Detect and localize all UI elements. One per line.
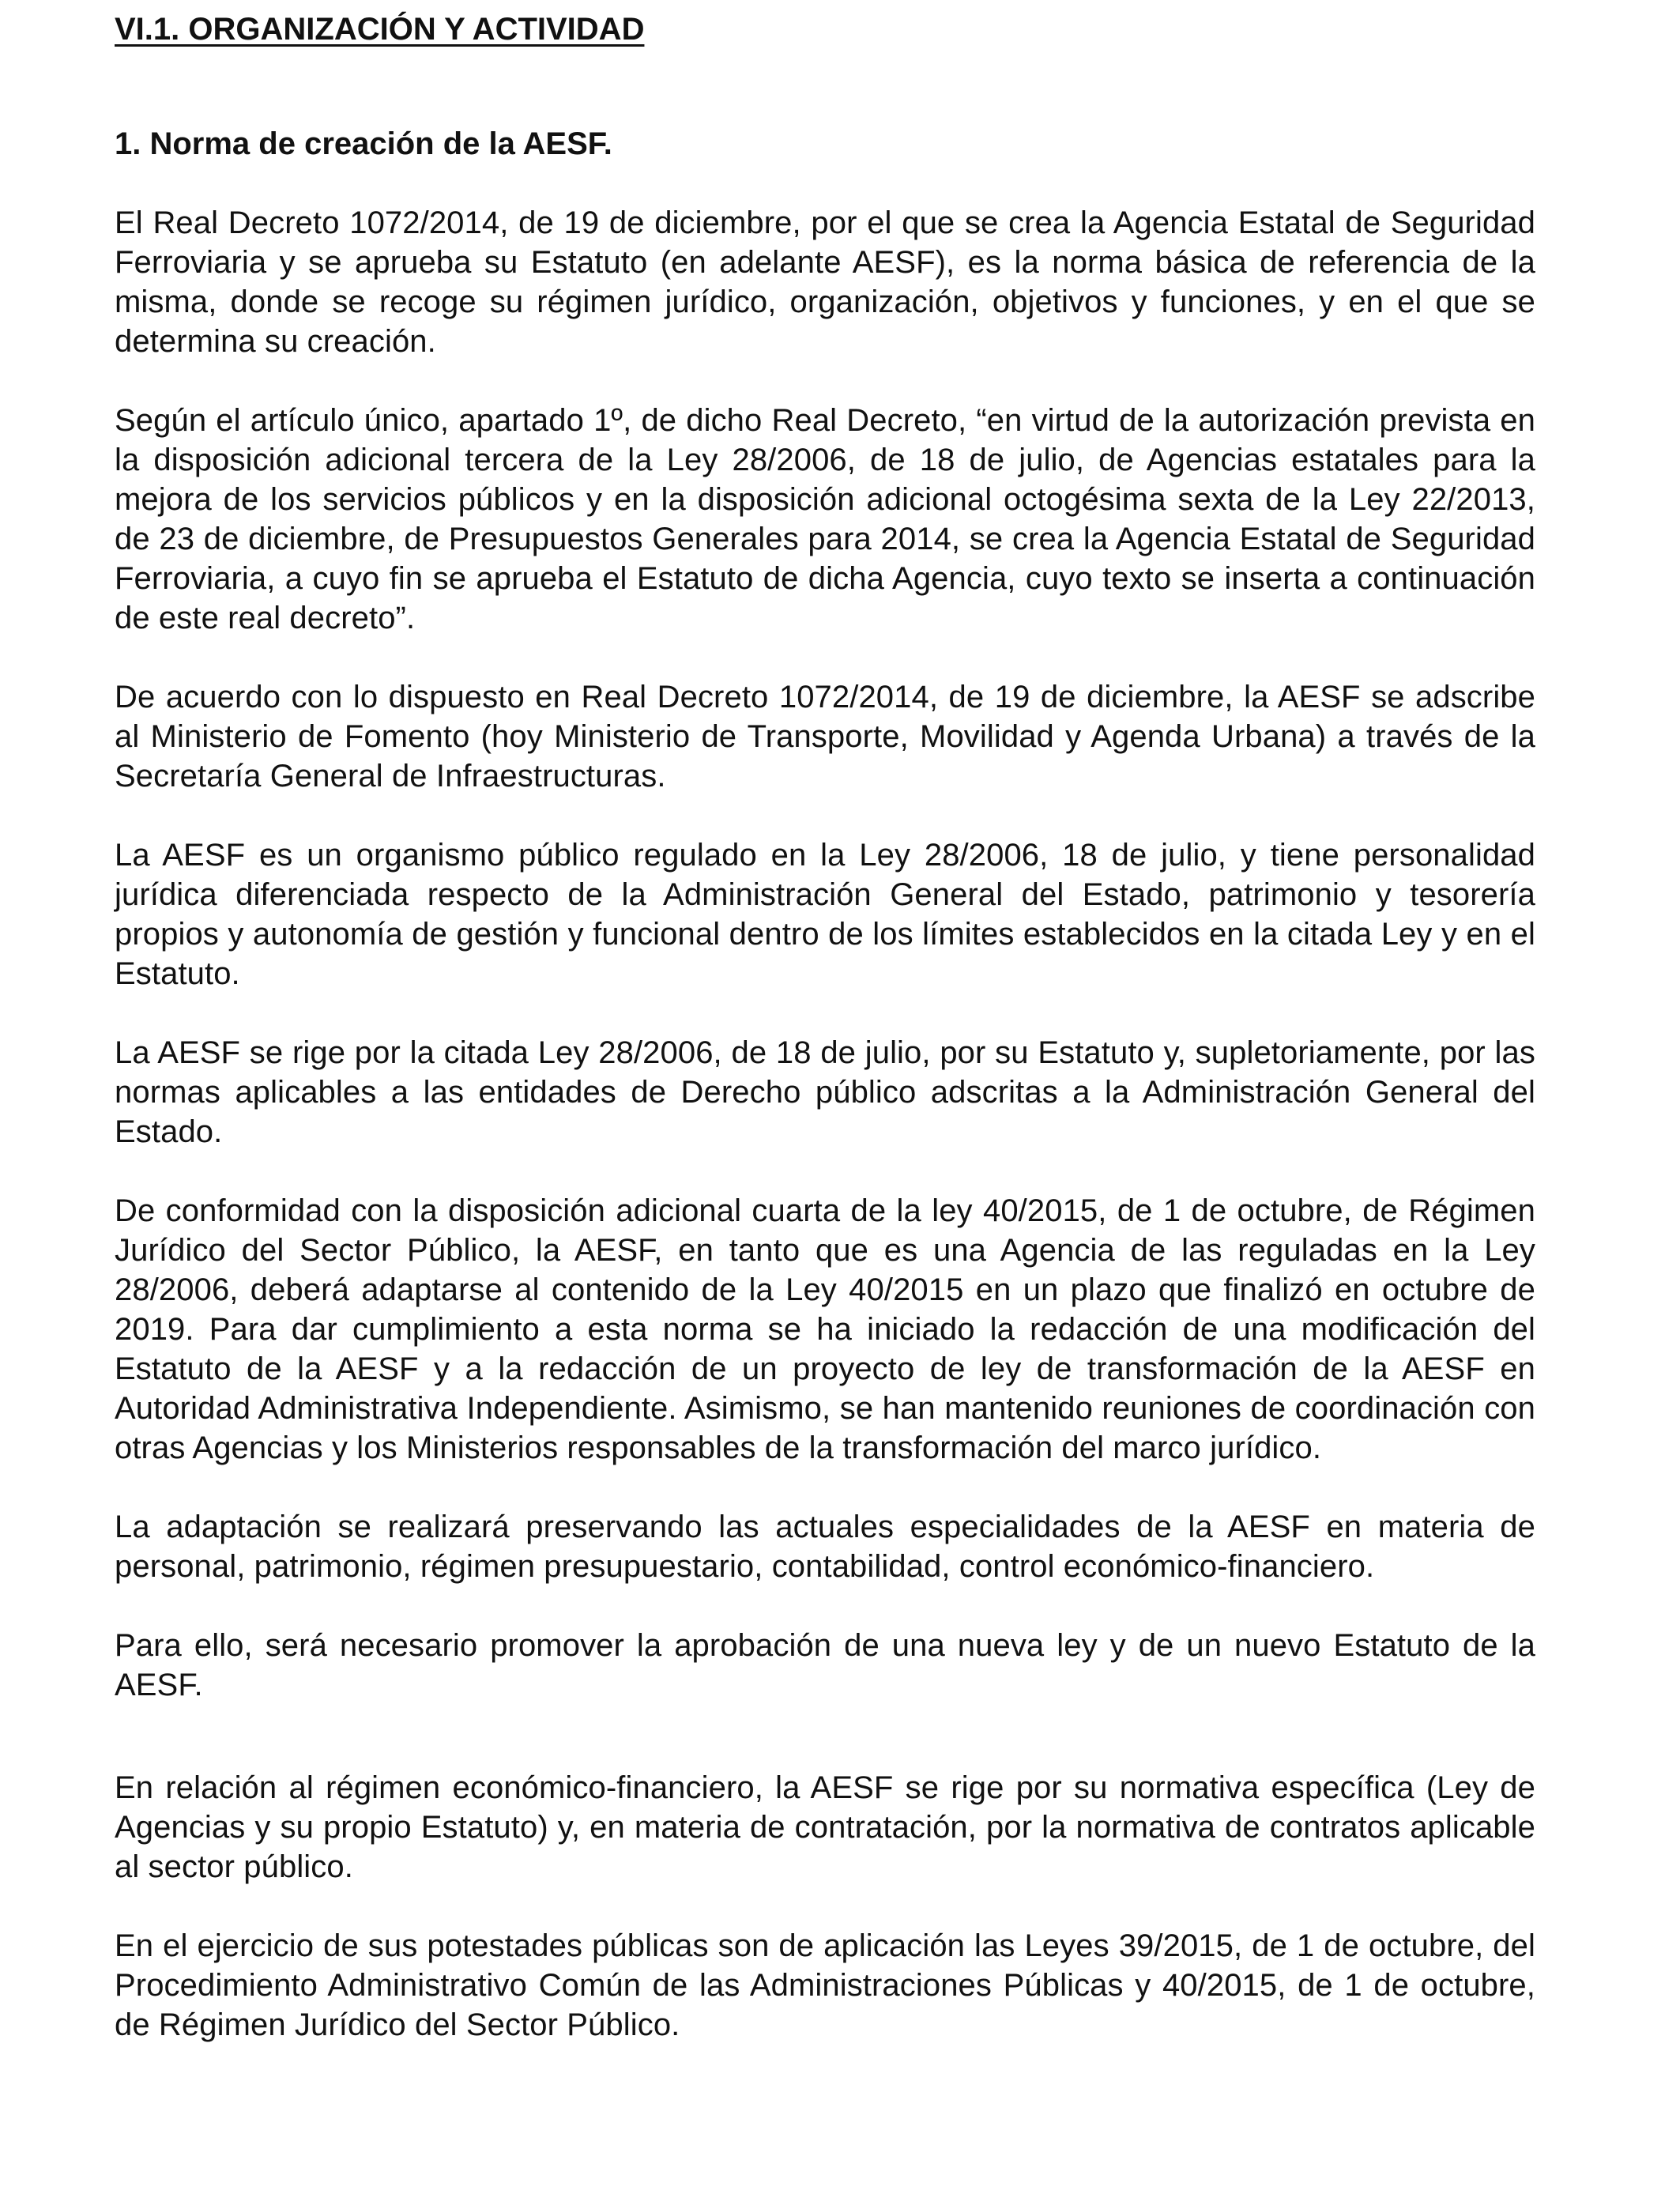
paragraph-adaptation-specialties: La adaptación se realizará preservando las actuales especialidades de la AESF en materia de personal, patrimonio, régimen presupuestario, contabilidad, control económico-financiero. [115, 1510, 1535, 1584]
document-page [115, 8, 1535, 2045]
paragraph-governing-law: La AESF se rige por la citada Ley 28/2006, de 18 de julio, por su Estatuto y, supletoriamente, por las normas aplicables a las entidades de Derecho público adscritas a la Administración General del Estado. [115, 1035, 1535, 1149]
section-title: VI.1. ORGANIZACIÓN Y ACTIVIDAD [115, 12, 645, 47]
paragraph-new-law-statute: Para ello, será necesario promover la aprobación de una nueva ley y de un nuevo Estatuto de la AESF. [115, 1628, 1535, 1702]
paragraph-article-unico: Según el artículo único, apartado 1º, de dicho Real Decreto, “en virtud de la autorización prevista en la disposición adicional tercera de la Ley 28/2006, de 18 de julio, de Agencias estatales para la mejora de los servicios públicos y en la disposición adicional octogésima sexta de la Ley 22/2013, de 23 de diciembre, de Presupuestos Generales para 2014, se crea la Agencia Estatal de Seguridad Ferroviaria, a cuyo fin se aprueba el Estatuto de dicha Agencia, cuyo texto se inserta a continuación de este real decreto”. [115, 403, 1535, 635]
paragraph-ministry-assignment: De acuerdo con lo dispuesto en Real Decreto 1072/2014, de 19 de diciembre, la AESF se adscribe al Ministerio de Fomento (hoy Ministerio de Transporte, Movilidad y Agenda Urbana) a través de la Secretaría General de Infraestructuras. [115, 680, 1535, 794]
paragraph-public-powers: En el ejercicio de sus potestades públicas son de aplicación las Leyes 39/2015, de 1 de octubre, del Procedimiento Administrativo Común de las Administraciones Públicas y 40/2015, de 1 de octubre, de Régimen Jurídico del Sector Público. [115, 1928, 1535, 2042]
paragraph-legal-personality: La AESF es un organismo público regulado en la Ley 28/2006, 18 de julio, y tiene personalidad jurídica diferenciada respecto de la Administración General del Estado, patrimonio y tesorería propios y autonomía de gestión y funcional dentro de los límites establecidos en la citada Ley y en el Estatuto. [115, 838, 1535, 991]
paragraph-economic-regime: En relación al régimen económico-financiero, la AESF se rige por su normativa específica (Ley de Agencias y su propio Estatuto) y, en materia de contratación, por la normativa de contratos aplicable al sector público. [115, 1770, 1535, 1884]
subsection-title: 1. Norma de creación de la AESF. [115, 126, 612, 161]
paragraph-creation-decree: El Real Decreto 1072/2014, de 19 de diciembre, por el que se crea la Agencia Estatal de Seguridad Ferroviaria y se aprueba su Estatuto (en adelante AESF), es la norma básica de referencia de la misma, donde se recoge su régimen jurídico, organización, objetivos y funciones, y en el que se determina su creación. [115, 205, 1535, 359]
paragraph-adaptation-law-40-2015: De conformidad con la disposición adicional cuarta de la ley 40/2015, de 1 de octubre, de Régimen Jurídico del Sector Público, la AESF, en tanto que es una Agencia de las reguladas en la Ley 28/2006, deberá adaptarse al contenido de la Ley 40/2015 en un plazo que finalizó en octubre de 2019. Para dar cumplimiento a esta norma se ha iniciado la redacción de una modificación del Estatuto de la AESF y a la redacción de un proyecto de ley de transformación de la AESF en Autoridad Administrativa Independiente. Asimismo, se han mantenido reuniones de coordinación con otras Agencias y los Ministerios responsables de la transformación del marco jurídico. [115, 1193, 1535, 1465]
